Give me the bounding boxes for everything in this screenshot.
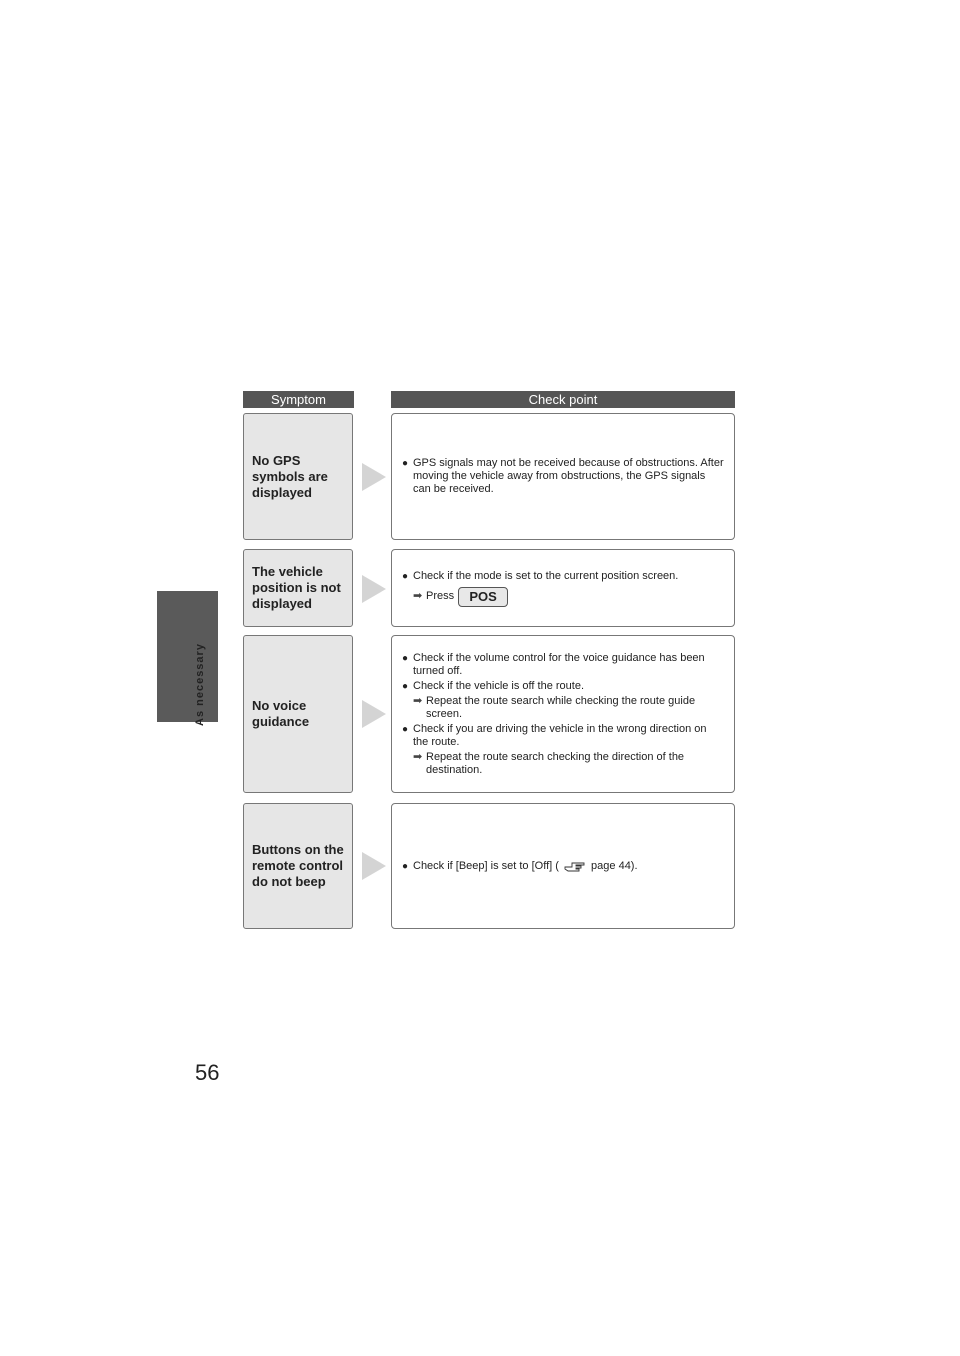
page-number: 56 [195, 1060, 220, 1085]
check-sub-text: Repeat the route search checking the direction of the destination. [426, 750, 685, 776]
right-arrow-icon: ➡ [413, 590, 423, 602]
check-item [402, 457, 724, 496]
pos-button[interactable]: POS [458, 587, 508, 607]
header-symptom: Symptom [243, 391, 354, 408]
check-text: Check if you are driving the vehicle in the wrong direction on the route. [413, 722, 707, 748]
header-check-point: Check point [391, 391, 735, 408]
symptom-no-beep [243, 803, 353, 929]
check-text: Check if [Beep] is set to [Off] ( [413, 859, 559, 872]
bullet-icon: ● [402, 570, 409, 582]
bullet-icon: ● [402, 680, 409, 692]
bullet-icon: ● [402, 723, 409, 735]
symptom-no-voice [243, 635, 353, 793]
triangle-arrow-right-icon [362, 575, 386, 603]
check-text: GPS signals may not be received because of obstructions. After moving the vehicle away from obstructions, the GPS signals can be received. [413, 457, 724, 495]
pointing-hand-icon [564, 860, 586, 872]
right-arrow-icon: ➡ [413, 750, 423, 763]
symptom-text: No GPS symbols are displayed [252, 452, 328, 500]
check-item [402, 723, 724, 749]
check-vehicle-position [391, 549, 735, 627]
check-sub-text: Repeat the route search while checking the route guide screen. [426, 694, 696, 720]
symptom-text: No voice guidance [252, 698, 310, 729]
check-sub-text: Press [426, 590, 455, 602]
right-arrow-icon: ➡ [413, 694, 423, 707]
symptom-text: The vehicle position is not displayed [252, 564, 341, 611]
triangle-arrow-right-icon [362, 700, 386, 728]
check-sub-item [402, 587, 724, 607]
check-sub-item [402, 751, 724, 777]
bullet-icon: ● [402, 860, 409, 872]
check-item [402, 652, 724, 678]
triangle-arrow-right-icon [362, 463, 386, 491]
check-text: Check if the mode is set to the current position screen. [413, 569, 679, 582]
check-sub-item [402, 695, 724, 721]
check-item [402, 860, 724, 873]
bullet-icon: ● [402, 652, 409, 664]
symptom-no-gps [243, 413, 353, 540]
check-no-beep [391, 803, 735, 929]
check-text: Check if the vehicle is off the route. [413, 679, 584, 692]
check-item [402, 680, 724, 693]
check-text: page 44). [591, 859, 638, 872]
check-no-gps [391, 413, 735, 540]
check-text: Check if the volume control for the voice guidance has been turned off. [413, 651, 705, 677]
symptom-vehicle-position [243, 549, 353, 627]
triangle-arrow-right-icon [362, 852, 386, 880]
check-text-line [413, 860, 724, 873]
symptom-text: Buttons on the remote control do not beep [252, 842, 344, 889]
section-tab-label: As necessary [194, 643, 206, 727]
bullet-icon: ● [402, 458, 409, 469]
check-no-voice [391, 635, 735, 793]
check-item [402, 570, 724, 583]
